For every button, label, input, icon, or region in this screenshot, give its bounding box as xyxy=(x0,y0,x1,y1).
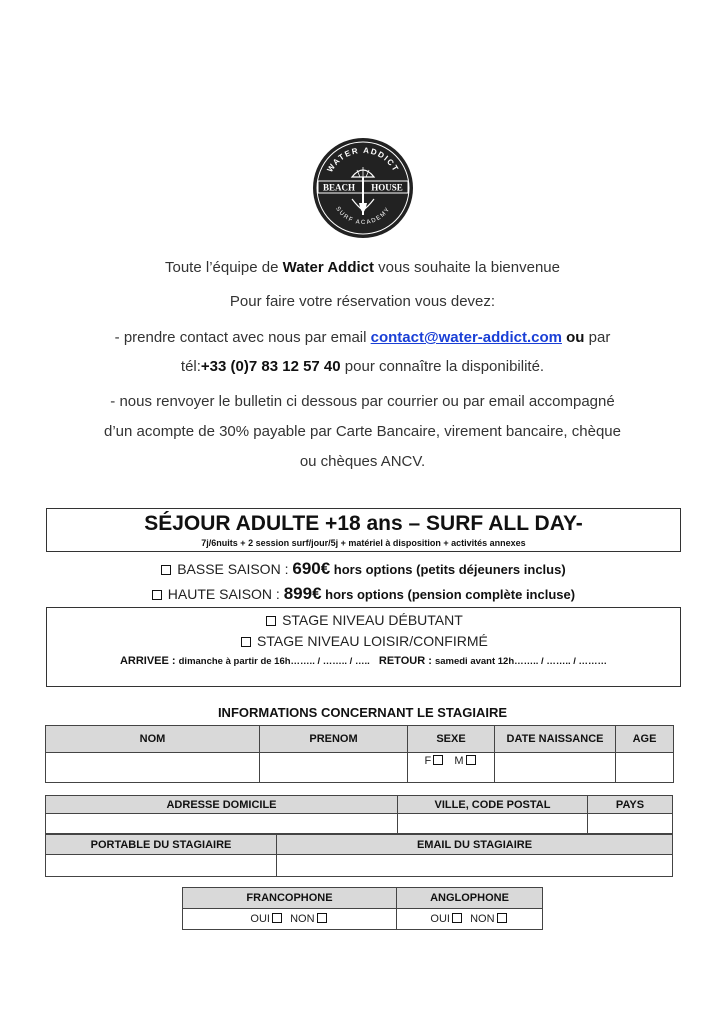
pays-field[interactable] xyxy=(588,814,673,834)
col-ville: VILLE, CODE POSTAL xyxy=(398,796,588,814)
sejour-title-box xyxy=(46,508,681,552)
col-adresse: ADRESSE DOMICILE xyxy=(46,796,398,814)
col-portable: PORTABLE DU STAGIAIRE xyxy=(46,835,277,855)
stagiaire-heading: INFORMATIONS CONCERNANT LE STAGIAIRE xyxy=(217,705,508,720)
logo-left-word: BEACH xyxy=(322,182,356,193)
ville-field[interactable] xyxy=(398,814,588,834)
instructions-line: Pour faire votre réservation vous devez: xyxy=(229,293,496,310)
stagiaire-table xyxy=(45,725,674,783)
season-basse: BASSE SAISON : 690€ hors options (petits déjeuners inclus) xyxy=(0,559,725,579)
col-nom: NOM xyxy=(46,726,260,753)
langues-table xyxy=(182,887,543,930)
dates-line: ARRIVEE : dimanche à partir de 16h…….. / …….. / ….. RETOUR : samedi avant 12h…….. / …….. / ……… xyxy=(119,655,608,667)
col-prenom: PRENOM xyxy=(260,726,408,753)
col-age: AGE xyxy=(616,726,674,753)
basse-checkbox[interactable] xyxy=(161,565,171,575)
logo xyxy=(312,137,414,239)
age-field[interactable] xyxy=(616,753,674,783)
sejour-subtitle: 7j/6nuits + 2 session surf/jour/5j + matériel à disposition + activités annexes xyxy=(201,538,526,548)
send-line-3: ou chèques ANCV. xyxy=(299,453,426,470)
welcome-line: Toute l’équipe de Water Addict vous souhaite la bienvenue xyxy=(165,259,560,276)
col-sexe: SEXE xyxy=(408,726,495,753)
phone-line: tél:+33 (0)7 83 12 57 40 pour connaître la disponibilité. xyxy=(180,358,545,375)
haute-checkbox[interactable] xyxy=(152,590,162,600)
email-field[interactable] xyxy=(277,855,673,877)
col-date-naissance: DATE NAISSANCE xyxy=(495,726,616,753)
anglophone-oui-checkbox[interactable] xyxy=(452,913,462,923)
contact-table xyxy=(45,834,673,877)
adresse-field[interactable] xyxy=(46,814,398,834)
anglophone-choice: OUI NON xyxy=(397,909,543,930)
col-francophone: FRANCOPHONE xyxy=(183,888,397,909)
col-pays: PAYS xyxy=(588,796,673,814)
francophone-non-checkbox[interactable] xyxy=(317,913,327,923)
sejour-title: SÉJOUR ADULTE +18 ans – SURF ALL DAY- xyxy=(144,512,583,535)
stage-loisir: STAGE NIVEAU LOISIR/CONFIRMÉ xyxy=(47,633,680,649)
francophone-choice: OUI NON xyxy=(183,909,397,930)
anglophone-non-checkbox[interactable] xyxy=(497,913,507,923)
retour-field[interactable]: samedi avant 12h…….. / …….. / ……… xyxy=(434,656,608,667)
portable-field[interactable] xyxy=(46,855,277,877)
send-line-2: d’un acompte de 30% payable par Carte Bancaire, virement bancaire, chèque xyxy=(104,423,621,440)
logo-graphic xyxy=(312,137,414,239)
stage-debutant: STAGE NIVEAU DÉBUTANT xyxy=(47,612,680,628)
prenom-field[interactable] xyxy=(260,753,408,783)
sexe-f-checkbox[interactable] xyxy=(433,755,443,765)
col-anglophone: ANGLOPHONE xyxy=(397,888,543,909)
arrivee-field[interactable]: dimanche à partir de 16h…….. / …….. / ….. xyxy=(178,656,370,667)
col-email: EMAIL DU STAGIAIRE xyxy=(277,835,673,855)
logo-ring-bottom: SURF ACADEMY xyxy=(334,206,392,227)
francophone-oui-checkbox[interactable] xyxy=(272,913,282,923)
sexe-m-checkbox[interactable] xyxy=(466,755,476,765)
brand-name: Water Addict xyxy=(282,259,374,276)
send-line-1: - nous renvoyer le bulletin ci dessous par courrier ou par email accompagné xyxy=(110,393,615,410)
sexe-field: F M xyxy=(408,753,495,783)
date-naissance-field[interactable] xyxy=(495,753,616,783)
logo-right-word: HOUSE xyxy=(371,182,403,193)
email-link[interactable]: contact@water-addict.com xyxy=(370,329,562,346)
season-haute: HAUTE SAISON : 899€ hors options (pension complète incluse) xyxy=(0,584,725,604)
stage-box xyxy=(46,607,681,687)
debutant-checkbox[interactable] xyxy=(266,616,276,626)
contact-line: - prendre contact avec nous par email contact@water-addict.com ou par xyxy=(114,329,611,346)
nom-field[interactable] xyxy=(46,753,260,783)
loisir-checkbox[interactable] xyxy=(241,637,251,647)
phone-number: +33 (0)7 83 12 57 40 xyxy=(200,358,341,375)
adresse-table xyxy=(45,795,673,834)
logo-ring-top: WATER ADDICT xyxy=(325,145,401,174)
